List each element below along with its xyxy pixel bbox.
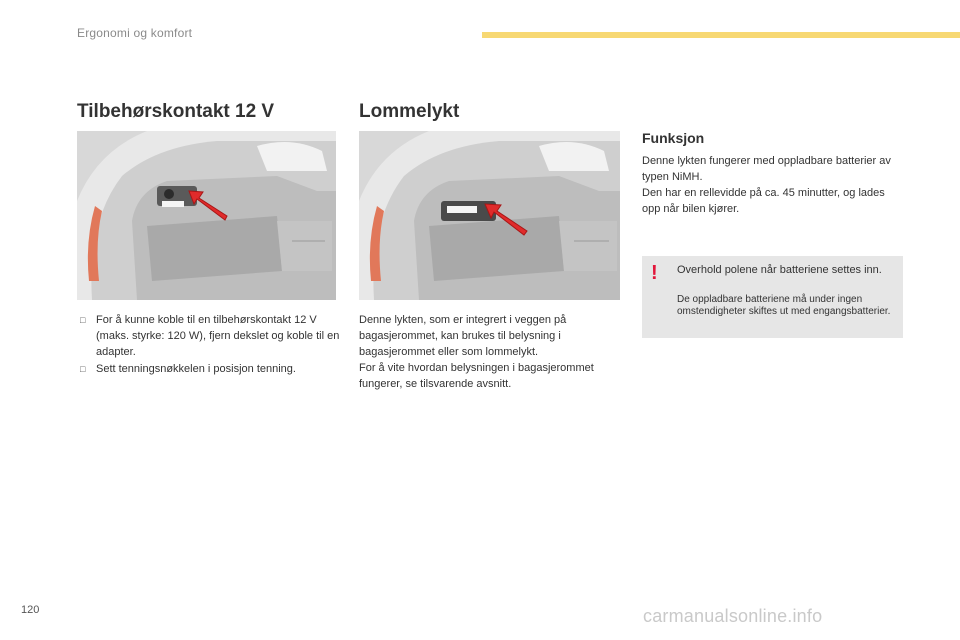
- checkbox-bullet-icon: □: [80, 364, 86, 374]
- watermark-text: carmanualsonline.info: [643, 606, 823, 626]
- flashlight-description: [359, 312, 624, 392]
- accessory-socket-instructions: [80, 312, 342, 378]
- paragraph: Den har en rellevidde på ca. 45 minutter, og lades opp når bilen kjører.: [642, 187, 885, 215]
- warning-main-text: Overhold polene når batteriene settes inn.: [677, 264, 882, 276]
- function-description: [642, 153, 904, 217]
- function-subtitle: Funksjon: [642, 130, 705, 146]
- accessory-socket-illustration: [77, 131, 336, 300]
- paragraph: Denne lykten, som er integrert i veggen på bagasjerommet, kan brukes til belysning i bagasjerommet eller som lommelykt.: [359, 314, 567, 358]
- paragraph: Denne lykten fungerer med oppladbare batterier av typen NiMH.: [642, 155, 891, 183]
- warning-exclamation-icon: !: [651, 262, 658, 284]
- section-title-flashlight: Lommelykt: [359, 101, 460, 122]
- flashlight-illustration: [359, 131, 620, 300]
- instruction-text: Sett tenningsnøkkelen i posisjon tenning.: [96, 363, 296, 375]
- section-title-accessory-socket: Tilbehørskontakt 12 V: [77, 101, 275, 122]
- instruction-text: For å kunne koble til en tilbehørskontakt 12 V (maks. styrke: 120 W), fjern dekslet og koble til en adapter.: [96, 314, 340, 358]
- warning-sub-text: De oppladbare batteriene må under ingen omstendigheter skiftes ut med engangsbatterier.: [677, 294, 891, 317]
- instruction-item: [80, 361, 342, 377]
- checkbox-bullet-icon: □: [80, 315, 86, 325]
- chapter-title: Ergonomi og komfort: [77, 26, 193, 40]
- page-number: 120: [21, 604, 40, 616]
- instruction-item: [80, 312, 342, 360]
- warning-notice-box: [642, 256, 903, 338]
- header-accent-bar: [482, 32, 960, 38]
- paragraph: For å vite hvordan belysningen i bagasjerommet fungerer, se tilsvarende avsnitt.: [359, 362, 594, 390]
